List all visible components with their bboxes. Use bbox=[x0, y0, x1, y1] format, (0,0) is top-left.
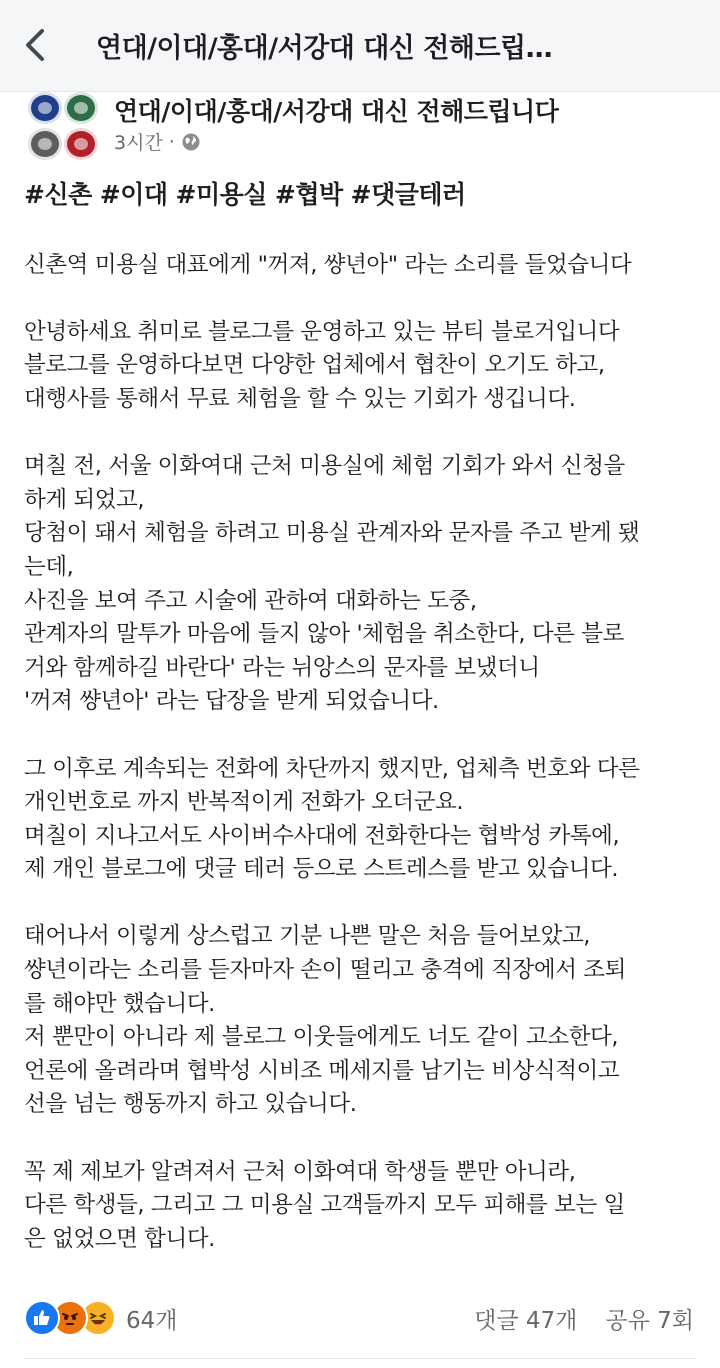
post-footer bbox=[0, 1296, 720, 1346]
text-line: 저 뿐만이 아니라 제 블로그 이웃들에게도 너도 같이 고소한다, bbox=[24, 1024, 619, 1051]
text-line: 거와 함께하길 바란다' 라는 뉘앙스의 문자를 보냈더니 bbox=[24, 654, 540, 681]
comment-count-link[interactable]: 댓글 47개 bbox=[474, 1308, 578, 1334]
text-line: 며칠 전, 서울 이화여대 근처 미용실에 체험 기회가 와서 신청을 bbox=[24, 453, 625, 480]
hashtag-link[interactable]: #미용실 bbox=[175, 180, 267, 209]
post-time[interactable]: 3시간 bbox=[114, 132, 163, 154]
hashtag-link[interactable]: #댓글테러 bbox=[350, 180, 466, 209]
text-line: 개인번호로 까지 반복적이게 전화가 오더군요. bbox=[24, 789, 464, 816]
text-line: 대행사를 통해서 무료 체험을 할 수 있는 기회가 생깁니다. bbox=[24, 385, 576, 412]
paragraph bbox=[24, 920, 704, 1122]
like-reaction-icon bbox=[24, 1300, 60, 1336]
text-line: 관계자의 말투가 마음에 들지 않아 '체험을 취소한다, 다른 블로 bbox=[24, 621, 624, 648]
avatar[interactable] bbox=[26, 92, 100, 162]
text-line: 썅년이라는 소리를 듣자마자 손이 떨리고 충격에 직장에서 조퇴 bbox=[24, 957, 626, 984]
text-line: 며칠이 지나고서도 사이버수사대에 전화한다는 협박성 카톡에, bbox=[24, 822, 620, 849]
paragraph-spacer bbox=[24, 417, 704, 451]
hashtag-list bbox=[24, 175, 704, 215]
reaction-summary[interactable] bbox=[24, 1296, 178, 1340]
page-name-link[interactable]: 연대/이대/홍대/서강대 대신 전해드립니다 bbox=[114, 97, 559, 126]
divider bbox=[24, 1358, 696, 1359]
text-line: 당첨이 돼서 체험을 하려고 미용실 관계자와 문자를 주고 받게 됐 bbox=[24, 520, 640, 547]
text-line: 블로그를 운영하다보면 다양한 업체에서 협찬이 오기도 하고, bbox=[24, 352, 605, 379]
meta-separator: · bbox=[168, 130, 175, 153]
university-logo-icon bbox=[28, 128, 62, 160]
share-count-link[interactable]: 공유 7회 bbox=[605, 1308, 694, 1334]
hashtag-link[interactable]: #이대 bbox=[99, 180, 168, 209]
top-bar bbox=[0, 0, 720, 92]
back-arrow-icon bbox=[22, 28, 48, 62]
text-line: 하게 되었고, bbox=[24, 486, 145, 513]
engagement-stats bbox=[474, 1302, 694, 1335]
university-logo-icon bbox=[64, 128, 98, 160]
globe-icon bbox=[181, 132, 201, 152]
paragraph-spacer bbox=[24, 1122, 704, 1156]
text-line: 안녕하세요 취미로 블로그를 운영하고 있는 뷰티 블로거입니다 bbox=[24, 318, 620, 345]
post-meta bbox=[114, 128, 201, 155]
post-content bbox=[24, 175, 704, 1256]
university-logo-icon bbox=[64, 92, 98, 124]
reaction-count: 64개 bbox=[126, 1307, 178, 1334]
text-line: 는데, bbox=[24, 553, 74, 580]
text-line: 은 없었으면 합니다. bbox=[24, 1225, 215, 1252]
text-line: 태어나서 이렇게 상스럽고 기분 나쁜 말은 처음 들어보았고, bbox=[24, 923, 591, 950]
text-line: 를 해야만 했습니다. bbox=[24, 990, 215, 1017]
text-line: '꺼져 썅년아' 라는 답장을 받게 되었습니다. bbox=[24, 688, 439, 715]
post-header bbox=[0, 92, 720, 164]
hashtag-link[interactable]: #신촌 bbox=[24, 180, 92, 209]
hashtag-link[interactable]: #협박 bbox=[274, 180, 343, 209]
university-logo-icon bbox=[28, 92, 62, 124]
paragraph-spacer bbox=[24, 719, 704, 753]
text-line: 선을 넘는 행동까지 하고 있습니다. bbox=[24, 1091, 357, 1118]
paragraph bbox=[24, 450, 704, 719]
text-line: 그 이후로 계속되는 전화에 차단까지 했지만, 업체측 번호와 다른 bbox=[24, 755, 640, 782]
back-button[interactable] bbox=[10, 20, 60, 70]
post-body bbox=[24, 215, 704, 1256]
paragraph bbox=[24, 316, 704, 417]
text-line: 제 개인 블로그에 댓글 테러 등으로 스트레스를 받고 있습니다. bbox=[24, 856, 619, 883]
paragraph bbox=[24, 249, 704, 283]
paragraph bbox=[24, 1156, 704, 1257]
text-line: 사진을 보여 주고 시술에 관하여 대화하는 도중, bbox=[24, 587, 477, 614]
text-line: 다른 학생들, 그리고 그 미용실 고객들까지 모두 피해를 보는 일 bbox=[24, 1192, 625, 1219]
paragraph-spacer bbox=[24, 282, 704, 316]
paragraph-spacer bbox=[24, 215, 704, 249]
text-line: 언론에 올려라며 협박성 시비조 메세지를 남기는 비상식적이고 bbox=[24, 1057, 620, 1084]
text-line: 신촌역 미용실 대표에게 "꺼져, 썅년아" 라는 소리를 들었습니다 bbox=[24, 251, 632, 278]
paragraph bbox=[24, 753, 704, 887]
paragraph-spacer bbox=[24, 887, 704, 921]
text-line: 꼭 제 제보가 알려져서 근처 이화여대 학생들 뿐만 아니라, bbox=[24, 1158, 576, 1185]
page-title: 연대/이대/홍대/서강대 대신 전해드립… bbox=[96, 33, 553, 64]
